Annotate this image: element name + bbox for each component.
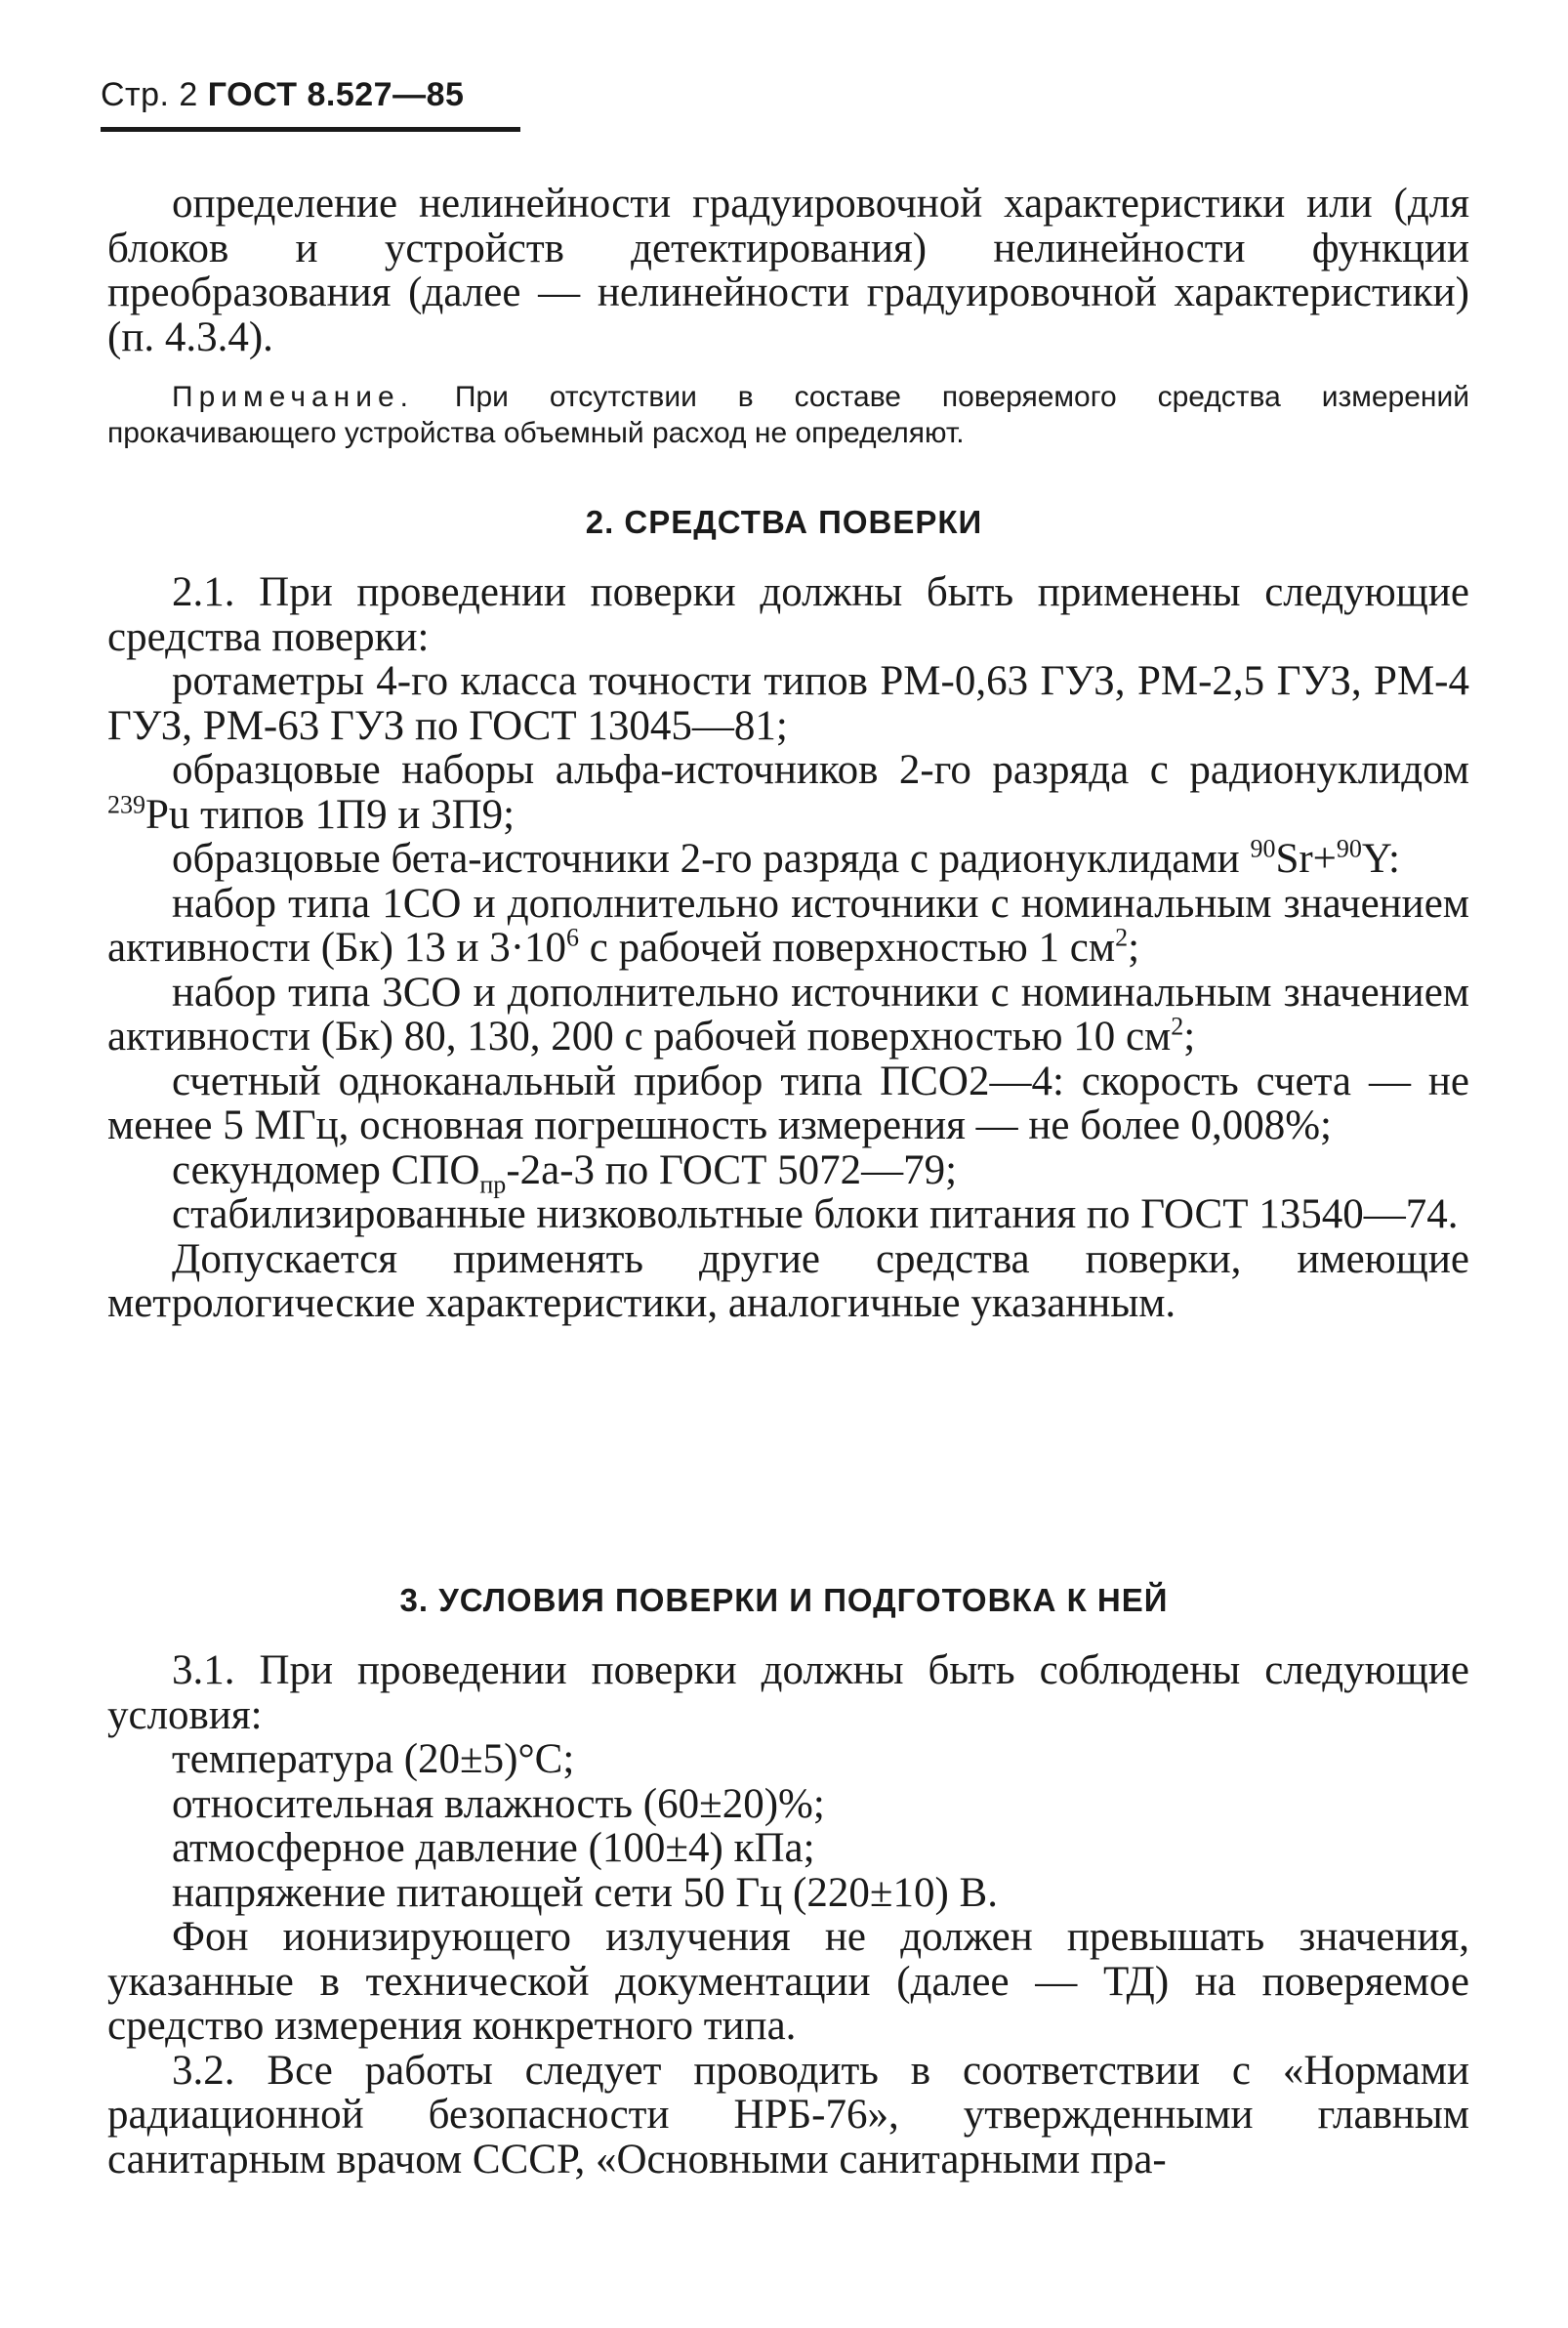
page-number: Стр. 2 [101,76,198,113]
item-power-supplies: стабилизированные низковольтные блоки питания по ГОСТ 13540—74. [172,1191,1459,1237]
section-2-body [107,570,1469,1326]
condition-voltage: напряжение питающей сети 50 Гц (220±10) В. [172,1869,998,1916]
condition-pressure: атмосферное давление (100±4) кПа; [172,1825,815,1871]
section-2-closing: Допускается применять другие средства поверки, имеющие метрологические характеристики, аналогичные указанным. [107,1235,1469,1326]
item-set-3co: набор типа 3СО и дополнительно источники с номинальным значением активности (Бк) 80, 130, 200 с рабочей поверхностью 10 $см^2$; [107,969,1469,1060]
note-block [107,379,1469,451]
clause-3-2: 3.2. Все работы следует проводить в соответствии с «Нормами радиационной безопасности НРБ-76», утвержденными главным санитарным врачом СССР, «Основными санитарными пра- [107,2047,1469,2182]
page-header [101,76,464,114]
background-radiation: Фон ионизирующего излучения не должен превышать значения, указанные в технической документации (далее — ТД) на поверяемое средство измерения конкретного типа. [107,1914,1469,2049]
section-2-heading: 2. СРЕДСТВА ПОВЕРКИ [585,504,983,540]
condition-humidity: относительная влажность (60±20)%; [172,1780,825,1827]
clause-2-1: 2.1. При проведении поверки должны быть применены следующие средства поверки: [107,569,1469,660]
note [107,379,1469,451]
header-rule [101,127,520,132]
intro-paragraph: определение нелинейности градуировочной характеристики или (для блоков и устройств детектирования) нелинейности функции преобразования (далее — нелинейности градуировочной характеристики) (п. 4.3.4). [107,181,1469,360]
document-code: ГОСТ 8.527—85 [207,76,465,113]
note-label: Примечание. [172,381,414,413]
item-beta-sources: образцовые бета-источники 2-го разряда с радионуклидами $^{90}$Sr+$^{90}$Y: [172,834,1400,882]
item-counter: счетный одноканальный прибор типа ПСО2—4: скорость счета — не менее 5 МГц, основная погрешность измерения — не более 0,008%; [107,1058,1469,1148]
clause-3-1: 3.1. При проведении поверки должны быть соблюдены следующие условия: [107,1647,1469,1738]
item-rotameters: ротаметры 4-го класса точности типов РМ-0,63 ГУЗ, РМ-2,5 ГУЗ, РМ-4 ГУЗ, РМ-63 ГУЗ по ГОСТ 13045—81; [107,658,1469,749]
item-stopwatch: секундомер $СПО_{пр}-2а-3$ по ГОСТ 5072—79; [172,1146,958,1199]
note-text: При отсутствии в составе поверяемого средства измерений прокачивающего устройства объемный расход не определяют. [107,381,1470,449]
section-3-heading: 3. УСЛОВИЯ ПОВЕРКИ И ПОДГОТОВКА К НЕЙ [399,1582,1169,1618]
intro-block [107,182,1469,359]
section-3-body [107,1648,1469,2182]
item-alpha-sources: образцовые наборы альфа-источников 2-го разряда с радионуклидом $^{239}$Pu типов 1П9 и 3П9; [107,747,1469,838]
condition-temperature: температура (20±5)°С; [172,1736,575,1782]
item-set-1co: набор типа 1СО и дополнительно источники с номинальным значением активности (Бк) 13 и $3\cdot 10^6$ с рабочей поверхностью 1 $см^2$; [107,880,1469,971]
